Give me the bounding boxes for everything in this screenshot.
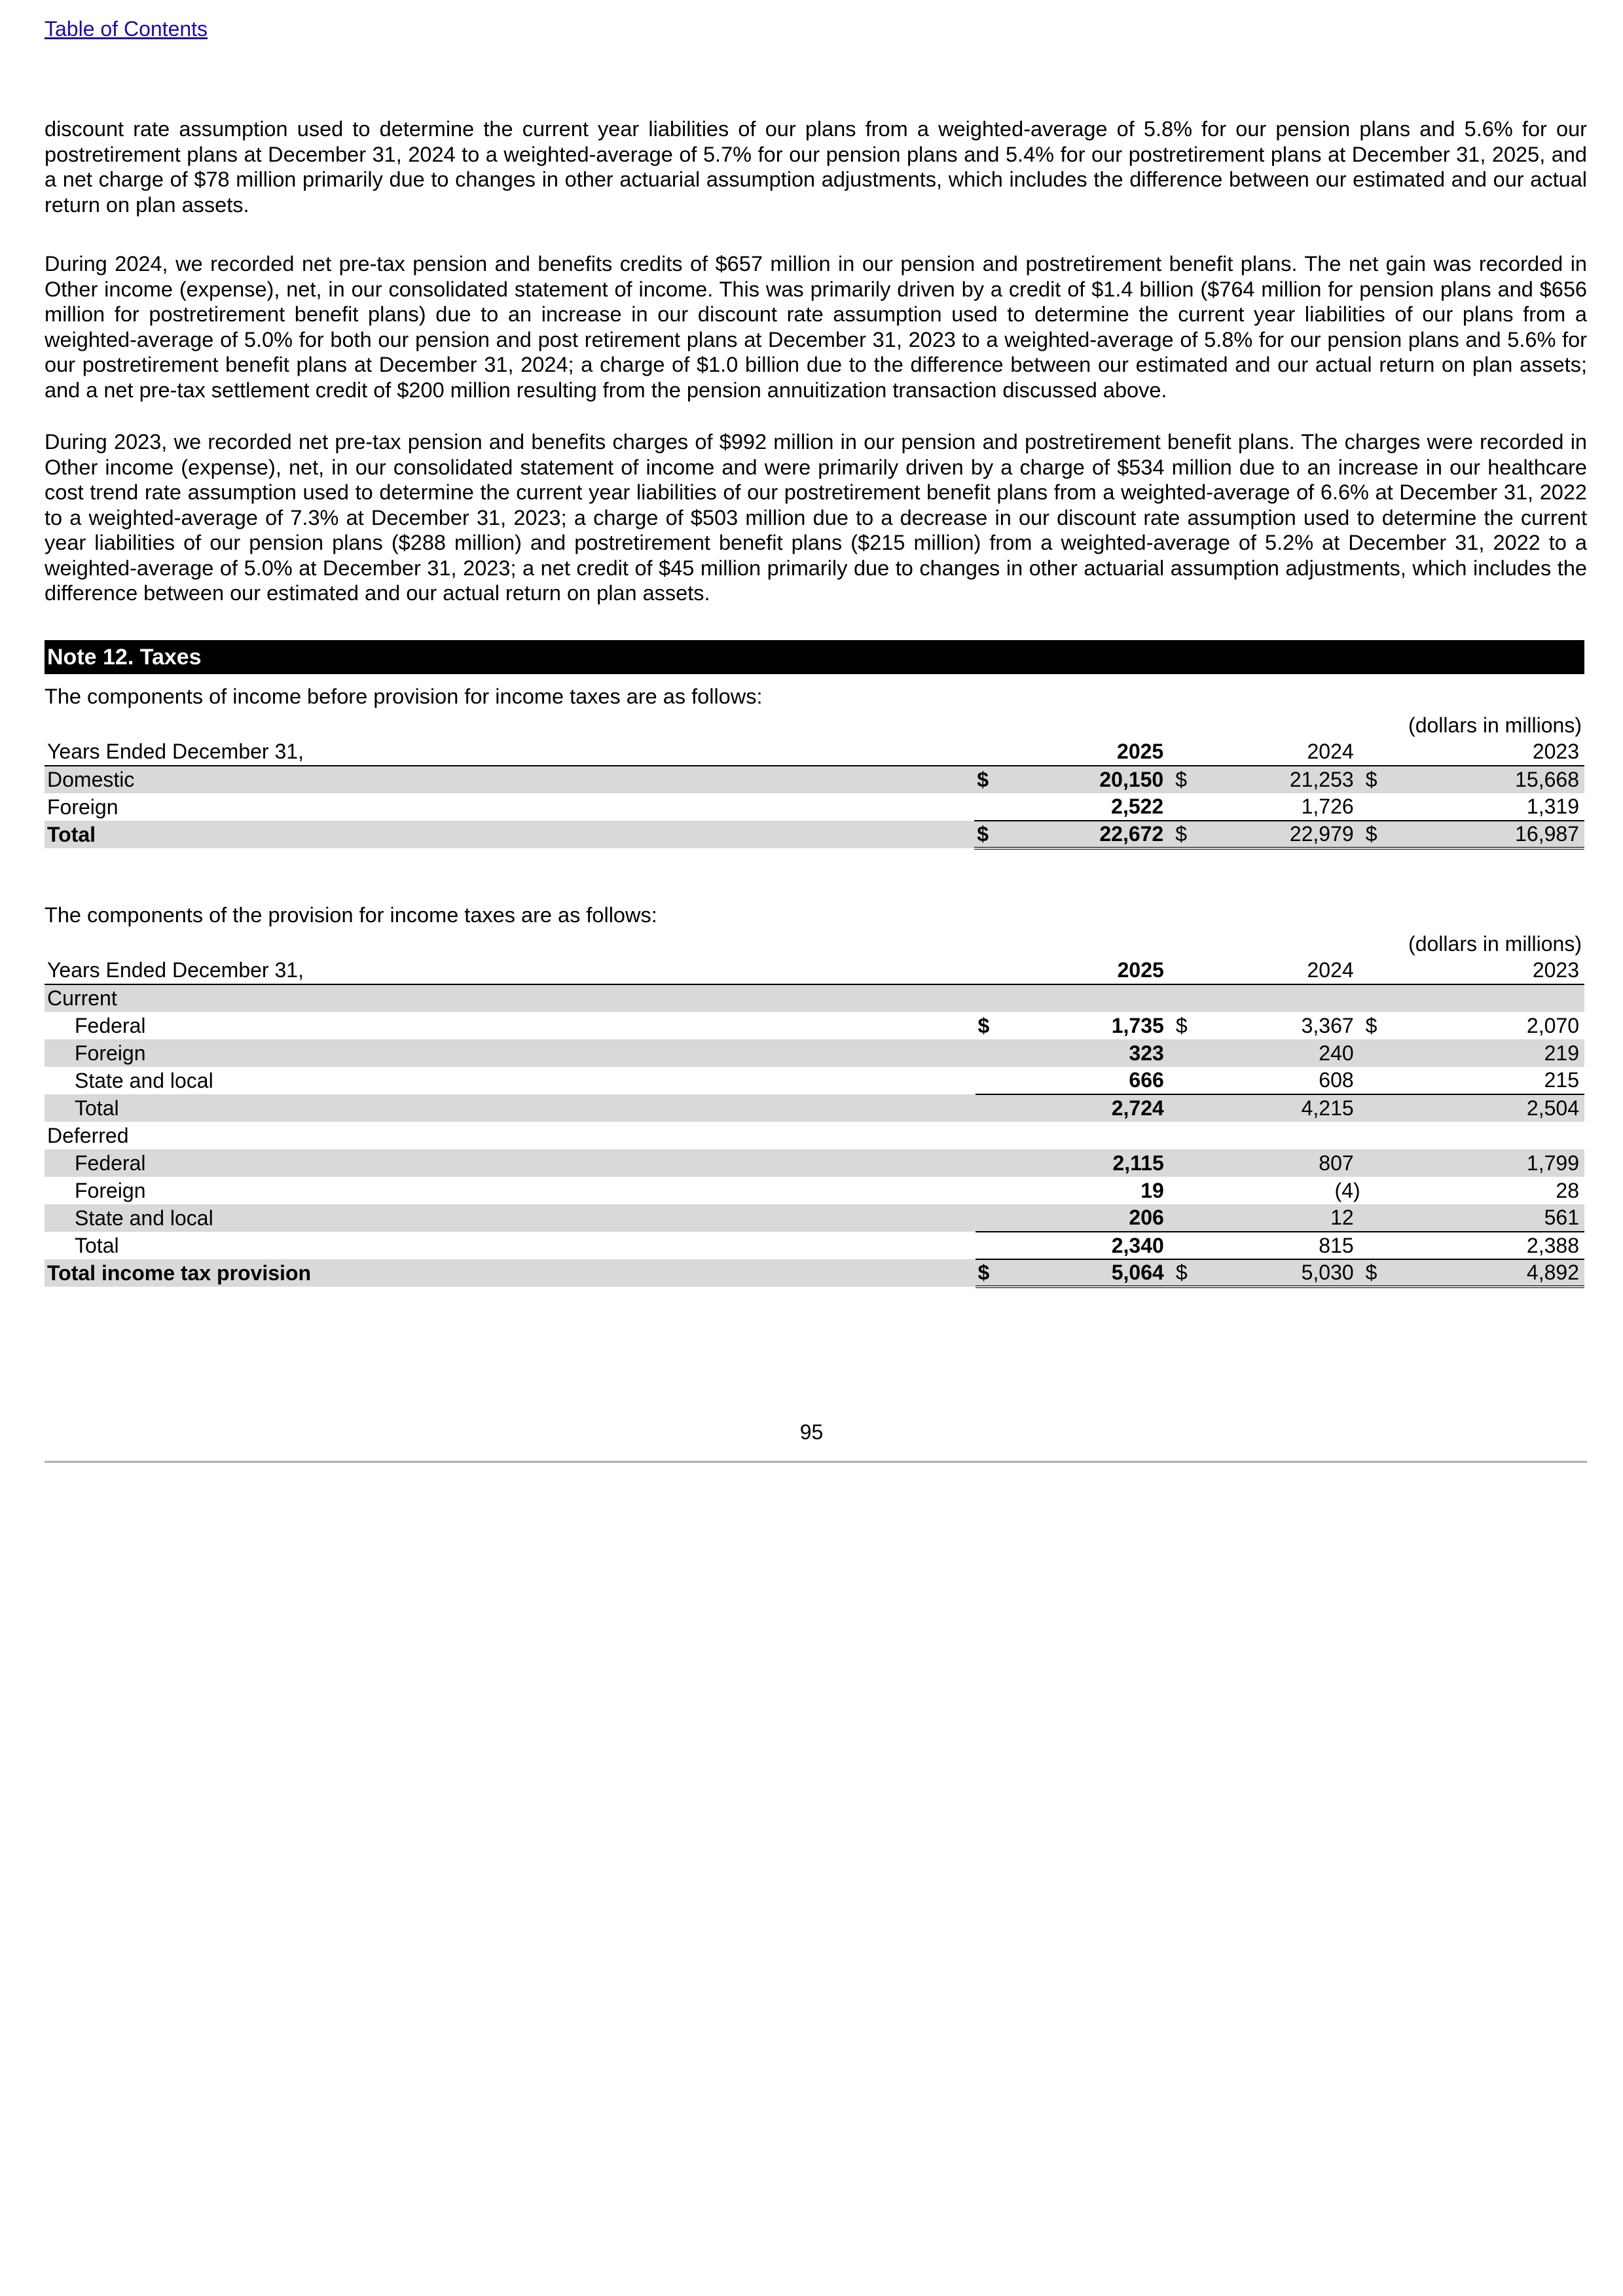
paragraph-2023-pension: During 2023, we recorded net pre-tax pension and benefits charges of $992 million in our pension and postretirement benefit plans. The charges were recorded in Other income (expense), net, in our consolidated statement of income and were primarily driven by a charge of $534 million due to an increase in our healthcare cost trend rate assumption used to determine the current year liabilities of our postretirement benefit plans from a weighted-average of 6.6% at December 31, 2022 to a weighted-average of 7.3% at December 31, 2023; a charge of $503 million due to a decrease in our discount rate assumption used to determine the current year liabilities of our pension plans ($288 million) and postretirement benefit plans ($215 million) from a weighted-average of 5.2% at December 31, 2022 to a weighted-average of 5.0% at December 31, 2023; a net credit of $45 million primarily due to changes in other actuarial assumption adjustments, which includes the difference between our estimated and our actual return on plan assets. bbox=[45, 430, 1587, 605]
table-of-contents-link[interactable]: Table of Contents bbox=[45, 17, 208, 41]
year-2025-header: 2025 bbox=[1013, 957, 1173, 984]
units-label: (dollars in millions) bbox=[1408, 931, 1582, 956]
value-2023: 1,799 bbox=[1401, 1149, 1584, 1177]
value-2023: 2,070 bbox=[1526, 1013, 1579, 1037]
year-2023-header: 2023 bbox=[1401, 957, 1584, 984]
value-2025: 2,340 bbox=[1013, 1232, 1173, 1259]
value-2023: 2,388 bbox=[1401, 1232, 1584, 1259]
page-number: 95 bbox=[799, 1420, 824, 1444]
row-label: Total income tax provision bbox=[45, 1259, 976, 1287]
year-2023-header: 2023 bbox=[1401, 738, 1584, 766]
paragraph-discount-rate-continued: discount rate assumption used to determine the current year liabilities of our plans from a weighted-average of 5.8% for our pension plans and 5.6% for our postretirement plans at December 31, 2024 to a weighted-average of 5.7% for our pension plans and 5.4% for our postretirement plans at December 31, 2025, and a net charge of $78 million primarily due to changes in other actuarial assumption adjustments, which includes the difference between our estimated and our actual return on plan assets. bbox=[45, 117, 1587, 217]
dollar-sign: $ bbox=[977, 1013, 990, 1037]
value-2024: 5,030 bbox=[1211, 1259, 1362, 1287]
footer-divider bbox=[45, 1461, 1587, 1463]
value-2025: 1,735 bbox=[1111, 1013, 1164, 1037]
value-2025: 206 bbox=[1013, 1204, 1173, 1232]
value-2023: 28 bbox=[1556, 1178, 1579, 1202]
dollar-sign: $ bbox=[1365, 1013, 1377, 1037]
table-row bbox=[45, 1039, 1584, 1067]
row-label: State and local bbox=[45, 1204, 976, 1232]
value-2024: 240 bbox=[1211, 1039, 1362, 1067]
row-label: Federal bbox=[45, 1149, 976, 1177]
value-2025: 2,724 bbox=[1013, 1094, 1173, 1122]
income-before-tax-table bbox=[45, 712, 1584, 850]
value-2024: 21,253 bbox=[1211, 766, 1363, 793]
value-2025: 2,115 bbox=[1013, 1149, 1173, 1177]
row-label: Domestic bbox=[45, 766, 974, 793]
note-12-heading: Note 12. Taxes bbox=[45, 640, 1584, 674]
value-2024: 3,367 bbox=[1301, 1013, 1354, 1037]
year-2024-header: 2024 bbox=[1211, 957, 1362, 984]
value-2023: 2,504 bbox=[1401, 1094, 1584, 1122]
table-row bbox=[45, 1012, 1584, 1039]
row-label: State and local bbox=[75, 1068, 213, 1092]
dollar-sign: $ bbox=[974, 766, 1013, 793]
value-2024: 12 bbox=[1211, 1204, 1362, 1232]
units-label: (dollars in millions) bbox=[1408, 713, 1582, 737]
row-label: Foreign bbox=[45, 1039, 976, 1067]
table-row-section bbox=[45, 984, 1584, 1012]
section-label-current: Current bbox=[45, 984, 976, 1012]
years-header-label: Years Ended December 31, bbox=[45, 738, 974, 766]
table-row bbox=[45, 1204, 1584, 1232]
paragraph-2024-pension: During 2024, we recorded net pre-tax pension and benefits credits of $657 million in our pension and postretirement benefit plans. The net gain was recorded in Other income (expense), net, in our consolidated statement of income. This was primarily driven by a credit of $1.4 billion ($764 million for pension plans and $656 million for postretirement benefit plans) due to an increase in our discount rate assumption used to determine the current year liabilities of our plans from a weighted-average of 5.0% for both our pension and post retirement plans at December 31, 2023 to a weighted-average of 5.8% for our pension plans and 5.6% for our postretirement benefit plans at December 31, 2024; a charge of $1.0 billion due to the difference between our estimated and our actual return on plan assets; and a net pre-tax settlement credit of $200 million resulting from the pension annuitization transaction discussed above. bbox=[45, 252, 1587, 402]
value-2023: 15,668 bbox=[1401, 766, 1584, 793]
row-label: Foreign bbox=[47, 795, 119, 819]
value-2023: 219 bbox=[1401, 1039, 1584, 1067]
table-row-subtotal bbox=[45, 1094, 1584, 1122]
row-label: Total bbox=[75, 1233, 119, 1257]
table-row-section bbox=[45, 1122, 1584, 1149]
value-2025: 323 bbox=[1013, 1039, 1173, 1067]
table2-intro: The components of the provision for income taxes are as follows: bbox=[45, 903, 657, 927]
value-2023: 215 bbox=[1544, 1068, 1579, 1092]
table-row bbox=[45, 766, 1584, 793]
years-header-label: Years Ended December 31, bbox=[45, 957, 976, 984]
row-label: Federal bbox=[75, 1013, 146, 1037]
value-2023: 4,892 bbox=[1401, 1259, 1584, 1287]
dollar-sign: $ bbox=[1173, 1259, 1212, 1287]
year-2025-header: 2025 bbox=[1013, 738, 1173, 766]
row-label: Total bbox=[45, 1094, 976, 1122]
table-row bbox=[45, 793, 1584, 821]
dollar-sign: $ bbox=[974, 821, 1013, 848]
dollar-sign: $ bbox=[1173, 766, 1211, 793]
value-2025: 19 bbox=[1140, 1178, 1164, 1202]
value-2025: 666 bbox=[1129, 1068, 1164, 1092]
dollar-sign: $ bbox=[1363, 766, 1402, 793]
value-2025: 22,672 bbox=[1013, 821, 1173, 848]
value-2024: 608 bbox=[1319, 1068, 1354, 1092]
value-2023: 561 bbox=[1401, 1204, 1584, 1232]
row-label: Foreign bbox=[75, 1178, 146, 1202]
income-tax-provision-table bbox=[45, 931, 1584, 1288]
table-row-subtotal bbox=[45, 1232, 1584, 1259]
dollar-sign: $ bbox=[1173, 821, 1211, 848]
value-2024: 22,979 bbox=[1211, 821, 1363, 848]
dollar-sign: $ bbox=[1363, 1259, 1402, 1287]
row-label: Total bbox=[45, 821, 974, 848]
value-2023: 1,319 bbox=[1526, 795, 1579, 818]
value-2024: 4,215 bbox=[1211, 1094, 1362, 1122]
dollar-sign: $ bbox=[976, 1259, 1014, 1287]
table1-intro: The components of income before provision for income taxes are as follows: bbox=[45, 685, 763, 708]
dollar-sign: $ bbox=[1363, 821, 1402, 848]
value-2024: 815 bbox=[1211, 1232, 1362, 1259]
section-label-deferred: Deferred bbox=[47, 1123, 129, 1147]
year-2024-header: 2024 bbox=[1211, 738, 1363, 766]
table-row-total bbox=[45, 821, 1584, 848]
value-2024: 1,726 bbox=[1301, 795, 1354, 818]
table-row bbox=[45, 1177, 1584, 1204]
value-2024: 807 bbox=[1211, 1149, 1362, 1177]
dollar-sign: $ bbox=[1175, 1013, 1188, 1037]
table-row bbox=[45, 1067, 1584, 1094]
value-2025: 2,522 bbox=[1111, 795, 1164, 818]
table-row bbox=[45, 1149, 1584, 1177]
value-2024: (4) bbox=[1334, 1178, 1360, 1202]
table-row-total bbox=[45, 1259, 1584, 1287]
value-2023: 16,987 bbox=[1401, 821, 1584, 848]
value-2025: 5,064 bbox=[1013, 1259, 1173, 1287]
value-2025: 20,150 bbox=[1013, 766, 1173, 793]
